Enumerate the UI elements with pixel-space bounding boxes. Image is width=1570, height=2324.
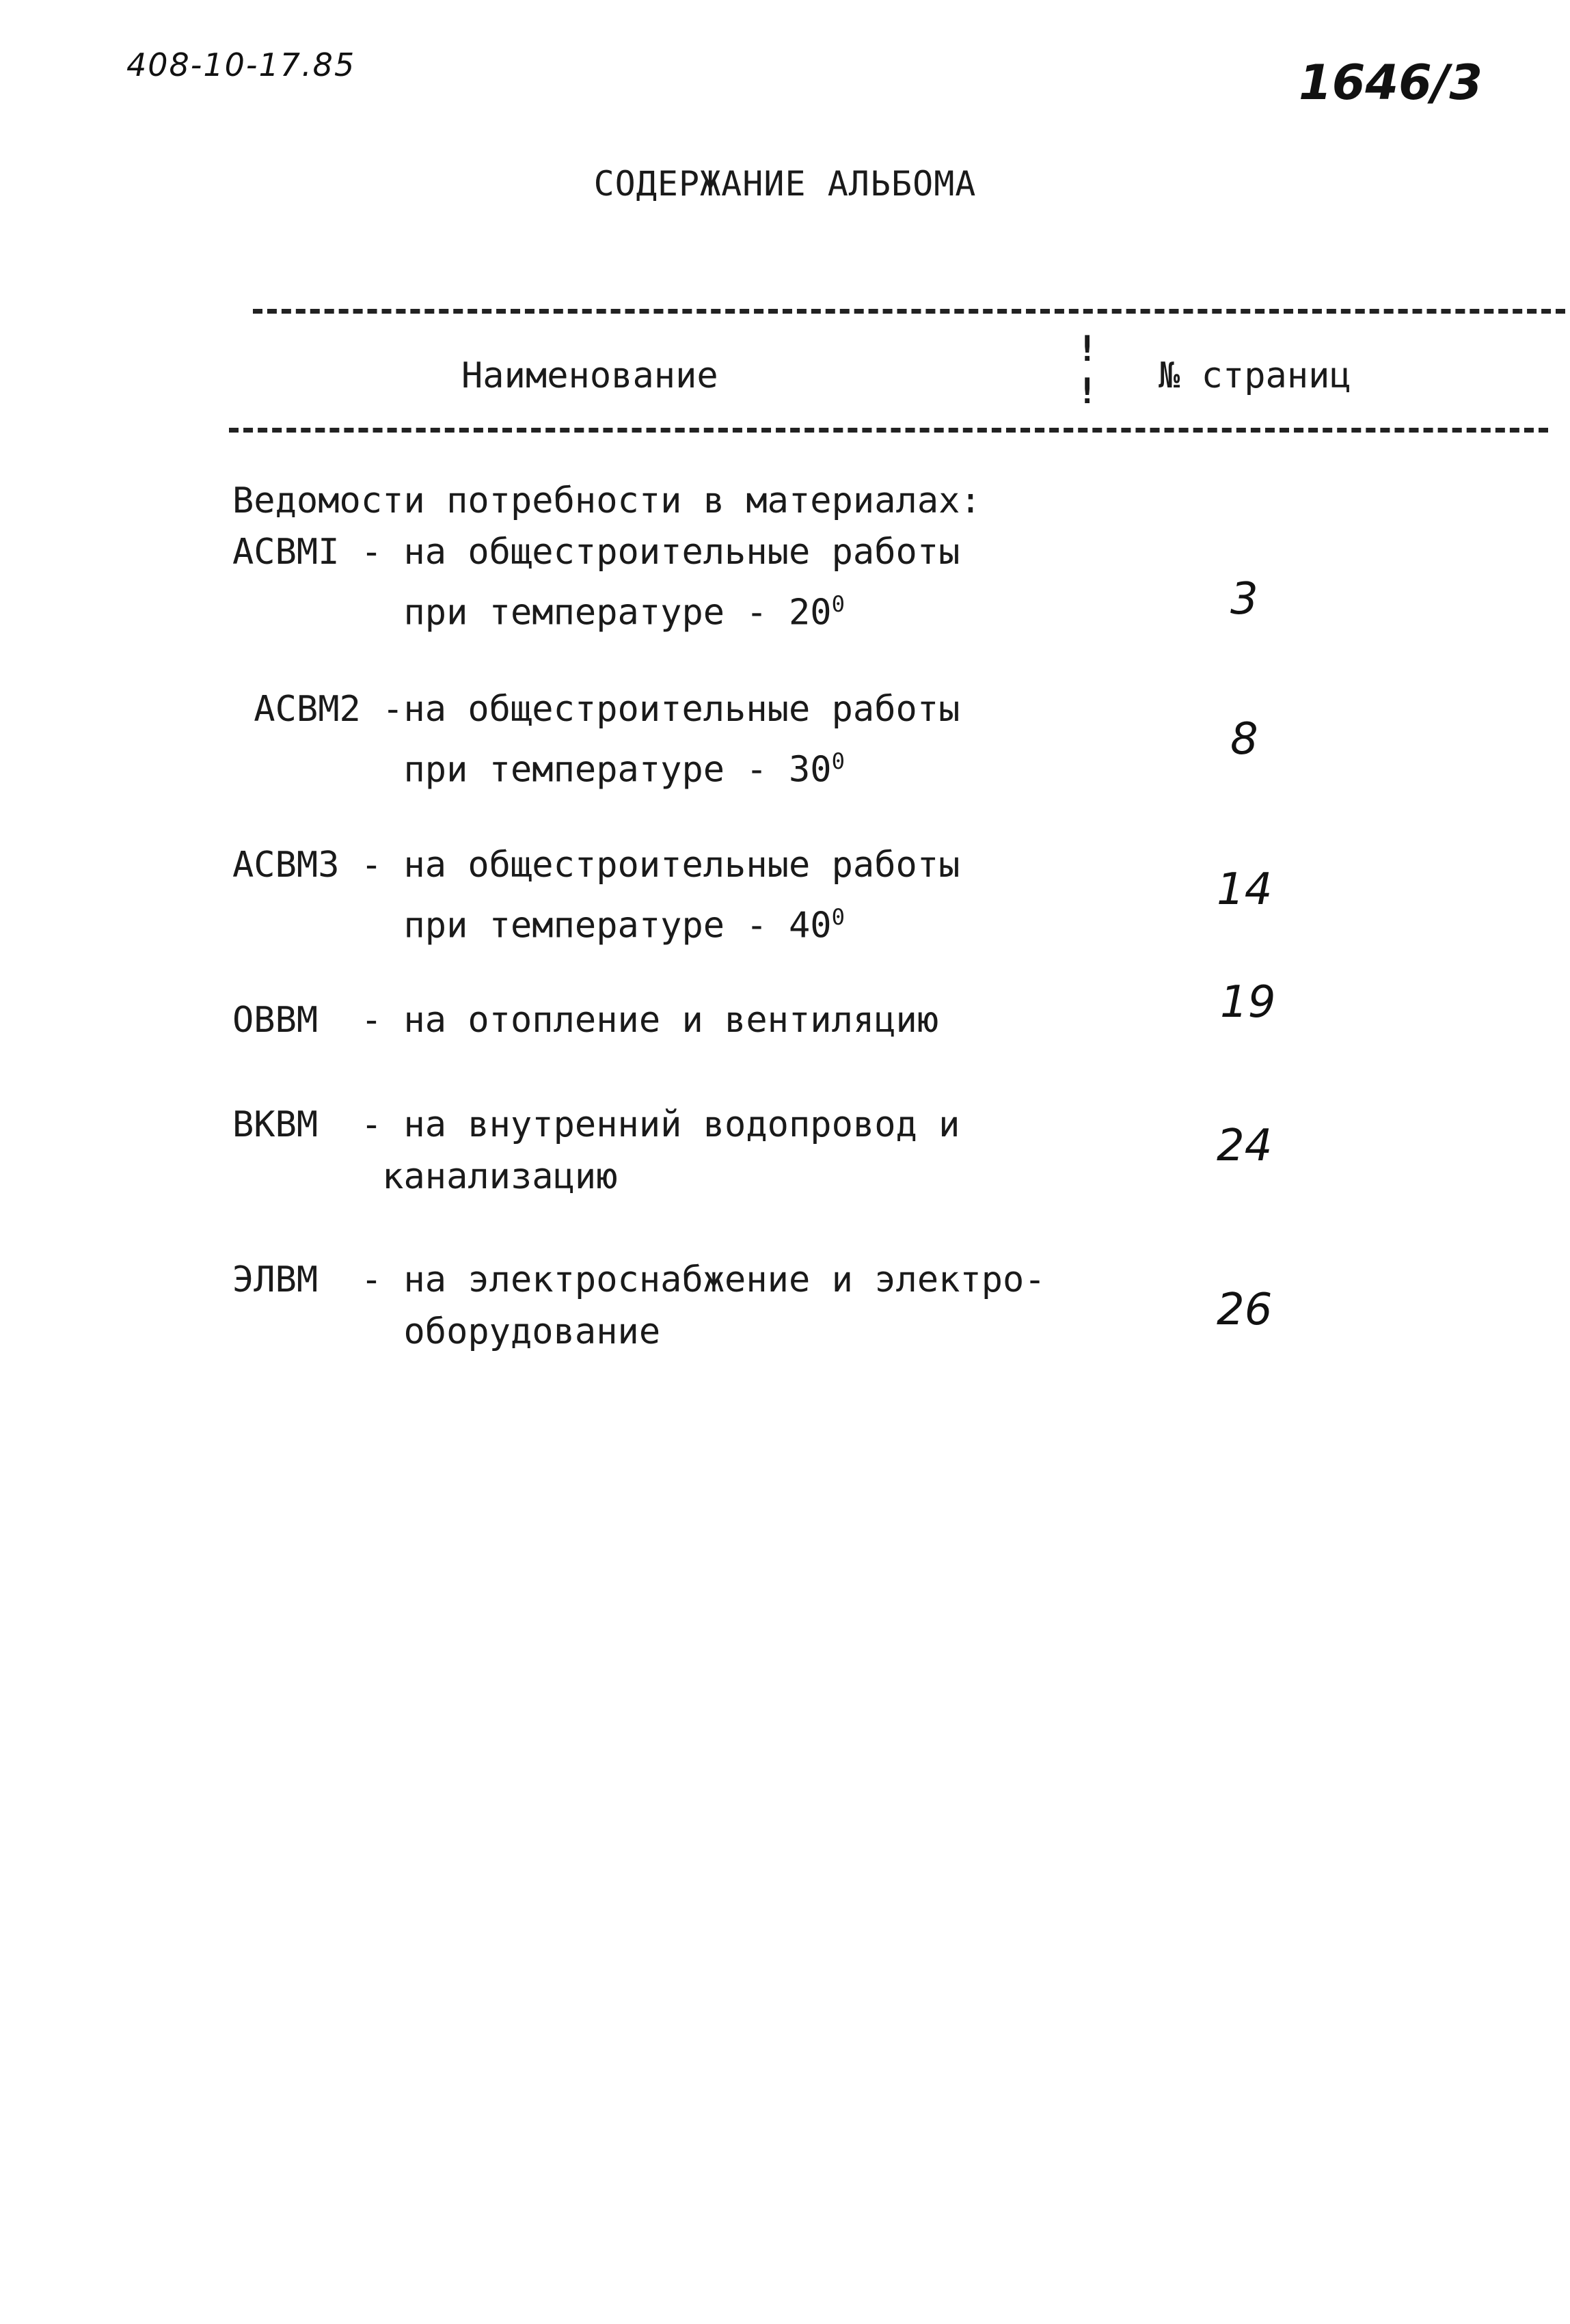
table-header-rule bbox=[229, 428, 1548, 433]
toc-entry-page: 8 bbox=[1230, 714, 1258, 765]
toc-entry-line1: ВКВМ - на внутренний водопровод и bbox=[232, 1104, 960, 1145]
toc-entry-line1: ОВВМ - на отопление и вентиляцию bbox=[232, 1000, 939, 1041]
toc-entry-line2: канализацию bbox=[232, 1156, 618, 1197]
toc-entry-line2: оборудование bbox=[232, 1311, 661, 1352]
toc-entry-line1: АСВМI - на общестроительные работы bbox=[232, 532, 960, 573]
column-header-pages: № страниц bbox=[1159, 355, 1351, 396]
column-separator: ! ! bbox=[1077, 329, 1098, 412]
toc-entry-page: 19 bbox=[1220, 977, 1276, 1028]
page-title: СОДЕРЖАНИЕ АЛЬБОМА bbox=[593, 164, 977, 204]
toc-entry-page: 14 bbox=[1217, 864, 1273, 915]
toc-entry-line1: ЭЛВМ - на электроснабжение и электро- bbox=[232, 1259, 1046, 1300]
toc-entry-page: 3 bbox=[1230, 574, 1258, 625]
toc-entry-page: 24 bbox=[1217, 1121, 1273, 1171]
toc-entry-line2: при температуре - $40^0$ bbox=[232, 904, 845, 946]
document-code: 408-10-17.85 bbox=[126, 46, 356, 83]
toc-intro: Ведомости потребности в материалах: bbox=[232, 480, 982, 521]
sheet-number: 1646/3 bbox=[1299, 55, 1483, 111]
toc-entry-line2: при температуре - $30^0$ bbox=[232, 748, 845, 791]
column-header-name: Наименование bbox=[461, 355, 718, 396]
toc-entry-line2: при температуре - $20^0$ bbox=[232, 591, 845, 633]
toc-entry-line1: АСВМ3 - на общестроительные работы bbox=[232, 845, 960, 886]
toc-entry-line1: АСВМ2 -на общестроительные работы bbox=[232, 689, 960, 730]
toc-entry-page: 26 bbox=[1217, 1285, 1273, 1335]
table-top-rule bbox=[253, 309, 1565, 314]
